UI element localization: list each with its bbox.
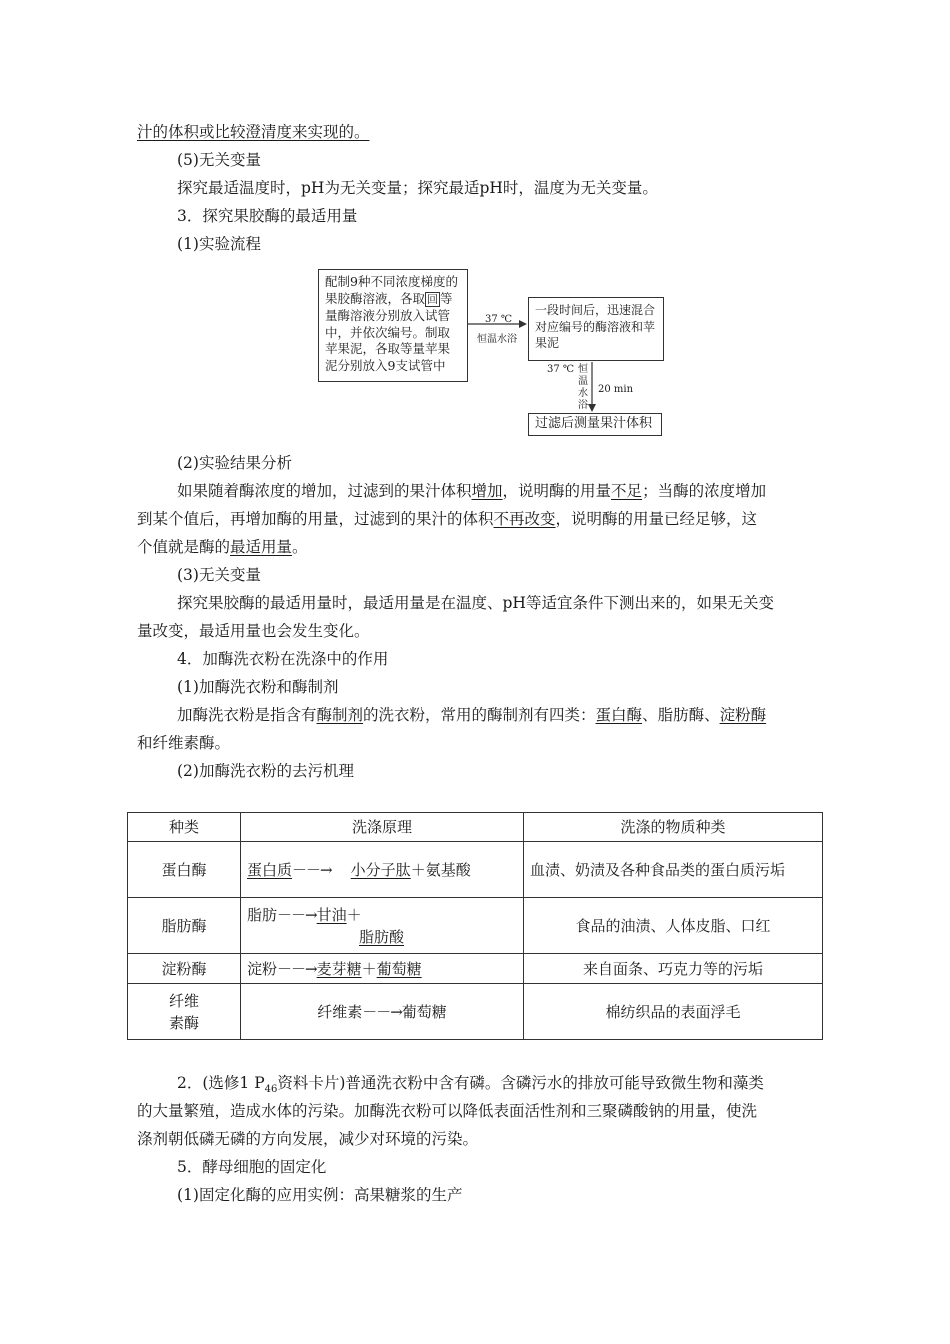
- text-line-8: 到某个值后，再增加酶的用量，过滤到的果汁的体积不再改变，说明酶的用量已经足够，这: [137, 510, 758, 528]
- table-header-row: [128, 813, 823, 842]
- text-line-3: 探究最适温度时，pH为无关变量；探究最适pH时，温度为无关变量。: [177, 179, 658, 197]
- wash-principle: 蛋白质－－→ 小分子肽＋氨基酸: [241, 842, 524, 898]
- subheading-1: (1)实验流程: [177, 235, 261, 253]
- enzyme-type: 脂肪酶: [128, 898, 241, 954]
- section-heading-5: 5．酵母细胞的固定化: [177, 1158, 327, 1176]
- text-line-19: 的大量繁殖，造成水体的污染。加酶洗衣粉可以降低表面活性剂和三聚磷酸钠的用量，使洗: [137, 1102, 758, 1120]
- section-heading-3: 3．探究果胶酶的最适用量: [177, 207, 358, 225]
- wash-principle: 纤维素－－→葡萄糖: [241, 984, 524, 1040]
- flow-box-mix: 一段时间后，迅速混合对应编号的酶溶液和苹果泥: [528, 297, 664, 361]
- arrow2-char-4: 浴: [578, 400, 588, 411]
- wash-principle: 淀粉－－→麦芽糖＋葡萄糖: [241, 954, 524, 984]
- substance-types: 食品的油渍、人体皮脂、口红: [524, 898, 823, 954]
- text-line-12: 量改变，最适用量也会发生变化。: [137, 622, 370, 640]
- text-line-9: 个值就是酶的最适用量。: [137, 538, 308, 556]
- text-line-16: 和纤维素酶。: [137, 734, 231, 752]
- circled-char: 回: [427, 292, 439, 306]
- subheading-4-2: (2)加酶洗衣粉的去污机理: [177, 762, 354, 780]
- table-row: [128, 842, 823, 898]
- text-line-15: 加酶洗衣粉是指含有酶制剂的洗衣粉，常用的酶制剂有四类：蛋白酶、脂肪酶、淀粉酶: [177, 706, 767, 724]
- arrow2-temp-label: 37 ℃: [547, 364, 575, 375]
- enzyme-type: 蛋白酶: [128, 842, 241, 898]
- subheading-2: (2)实验结果分析: [177, 454, 292, 472]
- table-row: [128, 954, 823, 984]
- subheading-5: (5)无关变量: [177, 151, 261, 169]
- subheading-4-1: (1)加酶洗衣粉和酶制剂: [177, 678, 339, 696]
- arrow2-char-1: 恒: [578, 364, 588, 375]
- arrow2-time-label: 20 min: [598, 384, 634, 395]
- reaction-arrow-icon: －－→: [362, 1002, 402, 1021]
- table-row: [128, 984, 823, 1040]
- arrow2-char-3: 水: [578, 388, 588, 399]
- reaction-arrow-icon: －－→: [277, 905, 317, 924]
- text-line-11: 探究果胶酶的最适用量时，最适用量是在温度、pH等适宜条件下测出来的，如果无关变: [177, 594, 774, 612]
- table-row: [128, 898, 823, 954]
- enzyme-table: [127, 812, 823, 1040]
- reaction-arrow-icon: －－→: [292, 860, 332, 879]
- table-header: 洗涤原理: [241, 813, 524, 842]
- subheading-3: (3)无关变量: [177, 566, 261, 584]
- table-header: 洗涤的物质种类: [524, 813, 823, 842]
- arrow2-char-2: 温: [578, 376, 588, 387]
- enzyme-type: 纤维 素酶: [128, 984, 241, 1040]
- table-header: 种类: [128, 813, 241, 842]
- text-line-1: 汁的体积或比较澄清度来实现的。: [137, 123, 370, 141]
- substance-types: 棉纺织品的表面浮毛: [524, 984, 823, 1040]
- text-line-18: 2．(选修1 $P_{46}$资料卡片)普通洗衣粉中含有磷。含磷污水的排放可能导致微生物和藻类: [177, 1074, 764, 1096]
- wash-principle: 脂肪－－→甘油＋ 脂肪酸: [241, 898, 524, 954]
- text-line-20: 涤剂朝低磷无磷的方向发展，减少对环境的污染。: [137, 1130, 479, 1148]
- section-heading-4: 4．加酶洗衣粉在洗涤中的作用: [177, 650, 389, 668]
- arrow1-bath-label: 恒温水浴: [477, 334, 517, 345]
- flow-box-filter: 过滤后测量果汁体积: [528, 413, 662, 436]
- substance-types: 血渍、奶渍及各种食品类的蛋白质污垢: [524, 842, 823, 898]
- arrow1-temp-label: 37 ℃: [485, 314, 513, 325]
- text-line-7: 如果随着酶浓度的增加，过滤到的果汁体积增加，说明酶的用量不足；当酶的浓度增加: [177, 482, 767, 500]
- text-line-22: (1)固定化酶的应用实例：高果糖浆的生产: [177, 1186, 463, 1204]
- reaction-arrow-icon: －－→: [277, 959, 317, 978]
- flow-box-prepare: 配制9种不同浓度梯度的果胶酶溶液，各取 回 等量酶溶液分别放入试管中，并依次编号。制取苹果泥，各取等量苹果泥分别放入9支试管中: [318, 269, 468, 382]
- enzyme-type: 淀粉酶: [128, 954, 241, 984]
- substance-types: 来自面条、巧克力等的污垢: [524, 954, 823, 984]
